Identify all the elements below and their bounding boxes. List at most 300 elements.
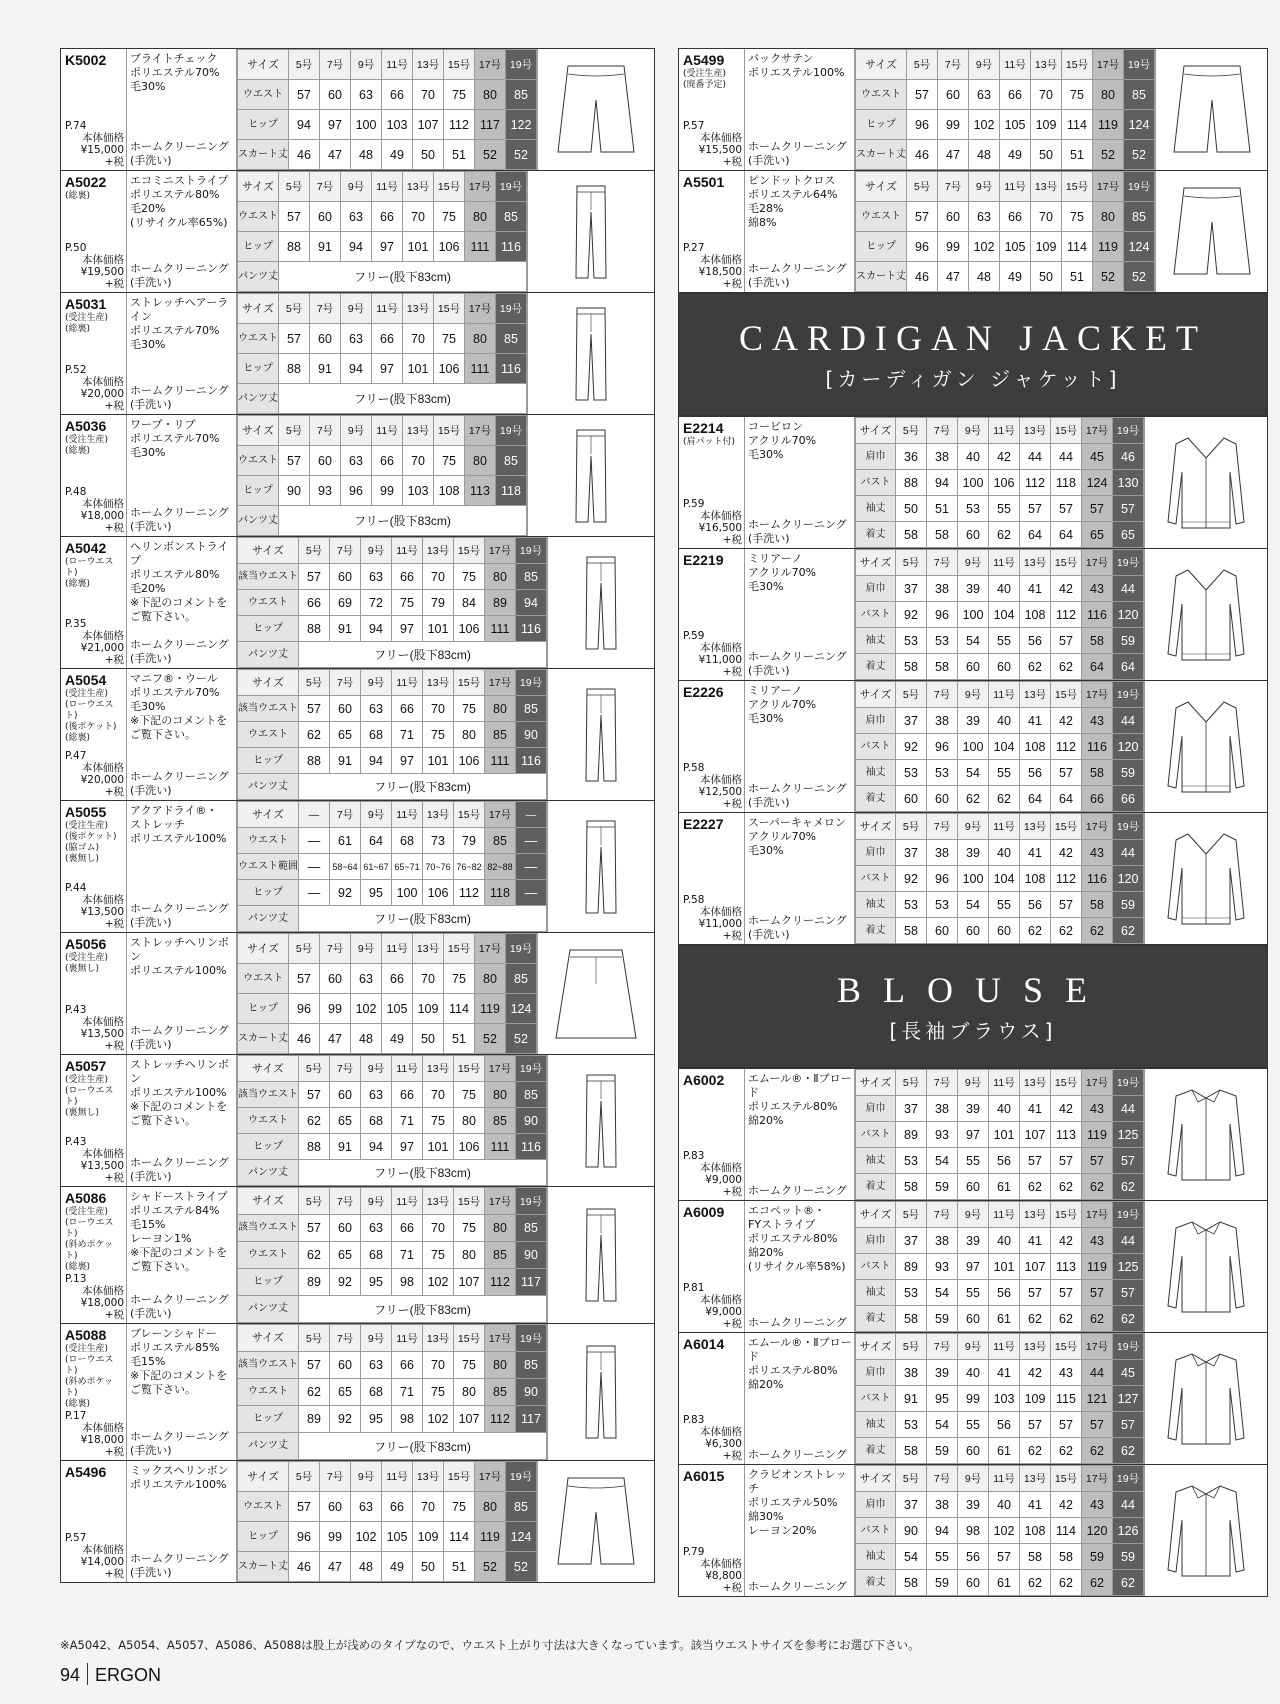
size-row — [238, 1108, 547, 1134]
row-label: パンツ丈 — [238, 506, 279, 536]
size-cell: 17号 — [485, 538, 516, 564]
size-cell: 66 — [392, 564, 423, 590]
size-row — [856, 110, 1155, 140]
size-cell: 41 — [989, 1360, 1020, 1386]
spacer — [748, 1128, 852, 1184]
material-line: 綿20% — [748, 1378, 784, 1391]
size-cell: 58~64 — [330, 854, 361, 880]
pants-illustration-icon — [547, 1324, 654, 1460]
size-cell: 15号 — [1051, 550, 1082, 576]
catalog-page: P.43 — [65, 1004, 87, 1016]
spacer — [748, 1538, 852, 1580]
size-cell: 9号 — [958, 814, 989, 840]
size-cell: 53 — [927, 628, 958, 654]
size-cell: 9号 — [341, 172, 372, 202]
size-cell: 56 — [1020, 760, 1051, 786]
size-row — [238, 722, 547, 748]
price-label: 本体価格 — [82, 762, 124, 774]
size-cell: 63 — [341, 446, 372, 476]
size-row — [238, 354, 527, 384]
material-block — [745, 1333, 855, 1464]
size-cell: 124 — [1124, 232, 1155, 262]
size-cell: 53 — [927, 760, 958, 786]
size-cell: 57 — [1051, 1148, 1082, 1174]
size-cell: 46 — [289, 1552, 320, 1582]
size-cell: 117 — [516, 1269, 547, 1296]
row-label: ヒップ — [238, 110, 289, 140]
size-cell: 15号 — [444, 934, 475, 964]
size-cell: 59 — [927, 1570, 958, 1596]
cardigan-illustration-icon — [1144, 813, 1267, 944]
price: ¥18,000 — [80, 1434, 124, 1446]
size-cell: 100 — [351, 110, 382, 140]
size-cell: 101 — [403, 232, 434, 262]
product-note: (総裏) — [65, 191, 91, 201]
size-cell: 75 — [454, 1082, 485, 1108]
price: ¥15,500 — [698, 144, 742, 156]
size-row — [238, 802, 547, 828]
care-line: (手洗い) — [130, 154, 172, 167]
size-cell: 13号 — [403, 294, 434, 324]
size-cell: 80 — [485, 564, 516, 590]
spacer — [748, 1274, 852, 1316]
product-code-block — [61, 669, 127, 800]
size-cell: 64 — [361, 828, 392, 854]
size-cell: 47 — [320, 1024, 351, 1054]
size-cell: 112 — [444, 110, 475, 140]
product-code: A5055 — [65, 804, 107, 820]
free-size-cell: フリー(股下83cm) — [279, 506, 527, 536]
price: ¥15,000 — [80, 144, 124, 156]
banner-subtitle: [長袖ブラウス] — [889, 1019, 1057, 1043]
size-cell: 58 — [1082, 892, 1113, 918]
size-table — [855, 549, 1144, 680]
row-label: 着丈 — [856, 1570, 896, 1596]
size-cell: 11号 — [989, 550, 1020, 576]
size-cell: 62 — [1113, 1438, 1144, 1464]
size-row — [238, 1056, 547, 1082]
row-label: ヒップ — [238, 616, 299, 642]
size-cell: 75 — [454, 1215, 485, 1242]
catalog-page: P.81 — [683, 1282, 705, 1294]
size-cell: 104 — [989, 602, 1020, 628]
size-cell: 13号 — [423, 1188, 454, 1215]
size-cell: 47 — [938, 262, 969, 292]
tax-note: +税 — [722, 278, 742, 290]
size-cell: 40 — [989, 1492, 1020, 1518]
size-row — [238, 670, 547, 696]
size-cell: 57 — [989, 1544, 1020, 1570]
size-cell: 58 — [896, 1306, 927, 1332]
size-cell: 44 — [1113, 708, 1144, 734]
row-label: パンツ丈 — [238, 642, 299, 668]
size-cell: 107 — [454, 1269, 485, 1296]
size-cell: 70 — [403, 324, 434, 354]
size-cell: 9号 — [351, 1462, 382, 1492]
size-cell: 41 — [1020, 576, 1051, 602]
size-cell: 7号 — [310, 416, 341, 446]
size-cell: 15号 — [1051, 1202, 1082, 1228]
row-label: ヒップ — [238, 748, 299, 774]
size-cell: 5号 — [896, 1466, 927, 1492]
product-code: E2214 — [683, 420, 724, 436]
spacer — [748, 594, 852, 650]
row-label: サイズ — [856, 172, 907, 202]
catalog-page: P.52 — [65, 364, 87, 376]
size-cell: 15号 — [1051, 1334, 1082, 1360]
row-label: ヒップ — [856, 232, 907, 262]
size-cell: 66 — [392, 1082, 423, 1108]
size-cell: 92 — [330, 880, 361, 906]
care-line: ホームクリーニング — [130, 1156, 229, 1169]
size-cell: 7号 — [927, 550, 958, 576]
size-cell: 7号 — [927, 682, 958, 708]
product-code: A6002 — [683, 1072, 725, 1088]
row-label: サイズ — [238, 802, 299, 828]
size-row — [856, 232, 1155, 262]
size-cell: 57 — [1113, 1148, 1144, 1174]
material-line: 綿20% — [748, 1114, 784, 1127]
size-cell: 64 — [1020, 786, 1051, 812]
size-cell: 124 — [506, 994, 537, 1024]
size-cell: 11号 — [372, 416, 403, 446]
size-cell: 61~67 — [361, 854, 392, 880]
product-E2214 — [678, 416, 1268, 548]
size-cell: 80 — [475, 964, 506, 994]
catalog-page: P.13 — [65, 1273, 87, 1285]
size-cell: 38 — [927, 444, 958, 470]
size-cell: 76~82 — [454, 854, 485, 880]
size-cell: 105 — [1000, 232, 1031, 262]
size-cell: 91 — [330, 748, 361, 774]
care-line: (手洗い) — [130, 520, 172, 533]
row-label: ヒップ — [238, 1406, 299, 1433]
size-row — [856, 470, 1144, 496]
pants-illustration-icon — [527, 293, 654, 414]
size-row — [238, 1406, 547, 1433]
size-cell: 39 — [958, 840, 989, 866]
size-cell: — — [516, 854, 547, 880]
size-cell: 103 — [403, 476, 434, 506]
spacer — [65, 1481, 124, 1532]
cardigan-illustration-icon — [1144, 681, 1267, 812]
material-line: レーヨン20% — [748, 1524, 817, 1537]
size-cell: 57 — [1051, 1412, 1082, 1438]
material-block — [127, 801, 237, 932]
shorts-illustration-icon — [537, 49, 654, 170]
size-cell: 11号 — [382, 1462, 413, 1492]
catalog-page: P.44 — [65, 882, 87, 894]
size-row — [238, 232, 527, 262]
size-cell: 94 — [361, 1134, 392, 1160]
product-note: (ローウエスト) — [65, 557, 114, 578]
size-cell: 17号 — [1093, 50, 1124, 80]
row-label: 着丈 — [856, 654, 896, 680]
size-cell: 118 — [1051, 470, 1082, 496]
tax-note: +税 — [104, 400, 124, 412]
price: ¥18,000 — [80, 1297, 124, 1309]
material-block — [745, 681, 855, 812]
price: ¥21,000 — [80, 642, 124, 654]
product-code: A5056 — [65, 936, 107, 952]
size-cell: 64 — [1082, 654, 1113, 680]
size-cell: 5号 — [279, 172, 310, 202]
size-cell: 13号 — [1031, 50, 1062, 80]
footnote: ※A5042、A5054、A5057、A5086、A5088は股上が浅めのタイプなので、ウエスト上がり寸法は大きくなっています。該当ウエストサイズを参考にお選び下さい。 — [60, 1638, 920, 1652]
material-line: ブレーンシャドー — [130, 1327, 217, 1340]
size-cell: 39 — [927, 1360, 958, 1386]
size-cell: 125 — [1113, 1254, 1144, 1280]
row-label: サイズ — [856, 550, 896, 576]
size-cell: 106 — [989, 470, 1020, 496]
spacer — [683, 448, 742, 498]
size-cell: 75 — [454, 1352, 485, 1379]
shorts-illustration-icon — [1155, 49, 1267, 170]
size-cell: 114 — [1062, 110, 1093, 140]
size-cell: 54 — [958, 892, 989, 918]
material-line: ポリエステル80% — [748, 1232, 838, 1245]
blouse-illustration-icon — [1144, 1333, 1267, 1464]
product-note: (裏無し) — [65, 854, 100, 864]
size-cell: 5号 — [896, 814, 927, 840]
row-label: 該当ウエスト — [238, 1215, 299, 1242]
product-A5031 — [60, 292, 655, 414]
size-cell: 61 — [989, 1438, 1020, 1464]
size-cell: 58 — [896, 1570, 927, 1596]
row-label: ウエスト — [238, 1108, 299, 1134]
size-cell: 5号 — [289, 1462, 320, 1492]
size-cell: 122 — [506, 110, 537, 140]
size-cell: 60 — [958, 1570, 989, 1596]
price: ¥18,500 — [698, 266, 742, 278]
material-line: ピンドットクロス — [748, 174, 836, 187]
size-cell: 85 — [516, 696, 547, 722]
size-row — [238, 1492, 537, 1522]
size-row — [238, 1215, 547, 1242]
size-cell: 57 — [1020, 496, 1051, 522]
free-size-cell: フリー(股下83cm) — [299, 774, 547, 800]
care-line: (手洗い) — [130, 398, 172, 411]
size-cell: 57 — [907, 80, 938, 110]
size-cell: 38 — [927, 576, 958, 602]
material-line: ※下記のコメントを — [130, 1369, 228, 1382]
size-cell: 70~76 — [423, 854, 454, 880]
material-block — [127, 1055, 237, 1186]
size-row — [856, 202, 1155, 232]
size-cell: 61 — [989, 1306, 1020, 1332]
size-cell: 13号 — [1020, 1070, 1051, 1096]
size-cell: 46 — [289, 1024, 320, 1054]
size-row — [856, 550, 1144, 576]
product-code: E2226 — [683, 684, 724, 700]
size-cell: 91 — [330, 616, 361, 642]
price: ¥11,000 — [698, 918, 742, 930]
size-cell: 95 — [361, 1269, 392, 1296]
size-cell: — — [299, 880, 330, 906]
shorts-illustration-icon — [537, 1461, 654, 1582]
size-cell: 65 — [330, 1108, 361, 1134]
row-label: ウエスト — [856, 80, 907, 110]
size-cell: 49 — [382, 1024, 413, 1054]
size-cell: 48 — [351, 1552, 382, 1582]
size-cell: 50 — [413, 1024, 444, 1054]
size-cell: 109 — [1020, 1386, 1051, 1412]
size-cell: 80 — [475, 1492, 506, 1522]
price: ¥18,000 — [80, 510, 124, 522]
catalog-page: P.57 — [65, 1532, 87, 1544]
size-cell: 97 — [958, 1122, 989, 1148]
row-label: スカート丈 — [238, 140, 289, 170]
size-cell: 7号 — [320, 50, 351, 80]
row-label: 着丈 — [856, 918, 896, 944]
size-cell: 43 — [1082, 1228, 1113, 1254]
size-cell: 42 — [989, 444, 1020, 470]
size-cell: 19号 — [1113, 550, 1144, 576]
left-column — [60, 48, 655, 1583]
size-cell: 119 — [475, 1522, 506, 1552]
size-cell: 62 — [1020, 1174, 1051, 1200]
size-cell: 51 — [927, 496, 958, 522]
material-line: 毛30% — [130, 446, 166, 459]
size-cell: 50 — [896, 496, 927, 522]
material-block — [127, 1324, 237, 1460]
size-cell: 85 — [506, 1492, 537, 1522]
material-line: ※下記のコメントを — [130, 714, 228, 727]
size-cell: 5号 — [907, 172, 938, 202]
material-line: エコミニストライプ — [130, 174, 229, 187]
size-cell: 85 — [1124, 80, 1155, 110]
material-line: FYストライプ — [748, 1218, 816, 1231]
material-line: ご覧下さい。 — [130, 1114, 196, 1127]
price-label: 本体価格 — [82, 1285, 124, 1297]
material-line: ご覧下さい。 — [130, 1260, 196, 1273]
size-cell: 85 — [1124, 202, 1155, 232]
size-cell: 112 — [1051, 734, 1082, 760]
row-label: 袖丈 — [856, 628, 896, 654]
size-cell: 66 — [382, 1492, 413, 1522]
size-cell: 66 — [382, 964, 413, 994]
size-row — [856, 1070, 1144, 1096]
size-cell: 104 — [989, 866, 1020, 892]
size-cell: 13号 — [423, 538, 454, 564]
size-cell: 99 — [320, 994, 351, 1024]
size-cell: 96 — [289, 1522, 320, 1552]
size-cell: 62 — [1051, 1306, 1082, 1332]
size-cell: 11号 — [382, 50, 413, 80]
product-E2227 — [678, 812, 1268, 945]
size-cell: 7号 — [927, 1202, 958, 1228]
size-cell: 101 — [989, 1254, 1020, 1280]
size-cell: 98 — [392, 1406, 423, 1433]
blouse-illustration-icon — [1144, 1465, 1267, 1596]
price-label: 本体価格 — [700, 1162, 742, 1174]
size-cell: 65~71 — [392, 854, 423, 880]
tax-note: +税 — [104, 1309, 124, 1321]
size-cell: 9号 — [958, 1334, 989, 1360]
care-line: (手洗い) — [130, 276, 172, 289]
size-row — [856, 1412, 1144, 1438]
size-cell: 57 — [279, 202, 310, 232]
size-cell: 61 — [330, 828, 361, 854]
material-line: アクリル70% — [748, 698, 817, 711]
price-label: 本体価格 — [700, 1294, 742, 1306]
row-label: サイズ — [238, 670, 299, 696]
product-code: A5057 — [65, 1058, 107, 1074]
size-row — [856, 1096, 1144, 1122]
size-row — [238, 1462, 537, 1492]
size-cell: 85 — [516, 1215, 547, 1242]
size-cell: 91 — [330, 1134, 361, 1160]
size-cell: 91 — [310, 232, 341, 262]
price: ¥13,500 — [80, 906, 124, 918]
size-cell: 63 — [341, 324, 372, 354]
size-cell: 52 — [506, 1552, 537, 1582]
row-label: サイズ — [856, 1202, 896, 1228]
size-table — [237, 293, 527, 414]
size-cell: 54 — [958, 760, 989, 786]
size-cell: 11号 — [372, 294, 403, 324]
size-cell: 75 — [1062, 80, 1093, 110]
size-table — [855, 1465, 1144, 1596]
size-cell: 75 — [434, 202, 465, 232]
size-cell: 60 — [310, 202, 341, 232]
product-code: A5086 — [65, 1190, 107, 1206]
free-size-cell: フリー(股下83cm) — [279, 384, 527, 414]
size-table — [237, 49, 537, 170]
size-cell: 99 — [372, 476, 403, 506]
size-cell: 52 — [506, 140, 537, 170]
product-note: (受注生産) — [65, 435, 109, 445]
spacer — [130, 1492, 234, 1552]
size-cell: 57 — [1051, 1280, 1082, 1306]
tax-note: +税 — [104, 156, 124, 168]
material-line: 毛30% — [748, 580, 784, 593]
size-cell: 58 — [1082, 628, 1113, 654]
material-line: クラビオンストレッチ — [748, 1468, 847, 1495]
size-cell: — — [299, 802, 330, 828]
size-cell: 60 — [958, 522, 989, 548]
product-K5002 — [60, 48, 655, 170]
size-cell: 91 — [896, 1386, 927, 1412]
size-cell: 62 — [989, 522, 1020, 548]
product-code-block — [61, 171, 127, 292]
size-cell: 130 — [1113, 470, 1144, 496]
size-cell: 19号 — [516, 1056, 547, 1082]
row-label: ウエスト — [238, 324, 279, 354]
size-cell: 60 — [896, 786, 927, 812]
size-cell: 13号 — [1020, 682, 1051, 708]
size-cell: 117 — [475, 110, 506, 140]
size-cell: 64 — [1051, 522, 1082, 548]
size-cell: 15号 — [444, 1462, 475, 1492]
size-cell: 9号 — [969, 172, 1000, 202]
tax-note: +税 — [104, 654, 124, 666]
size-cell: 15号 — [1051, 814, 1082, 840]
product-code-block — [679, 1465, 745, 1596]
size-row — [856, 1360, 1144, 1386]
size-cell: 58 — [896, 918, 927, 944]
size-row — [856, 1492, 1144, 1518]
size-cell: 53 — [896, 760, 927, 786]
size-cell: 85 — [506, 964, 537, 994]
size-cell: 65 — [330, 722, 361, 748]
size-cell: 60 — [330, 1215, 361, 1242]
size-cell: 116 — [516, 748, 547, 774]
size-cell: 108 — [1020, 866, 1051, 892]
row-label: パンツ丈 — [238, 906, 299, 932]
tax-note: +税 — [722, 1186, 742, 1198]
row-label: パンツ丈 — [238, 262, 279, 292]
